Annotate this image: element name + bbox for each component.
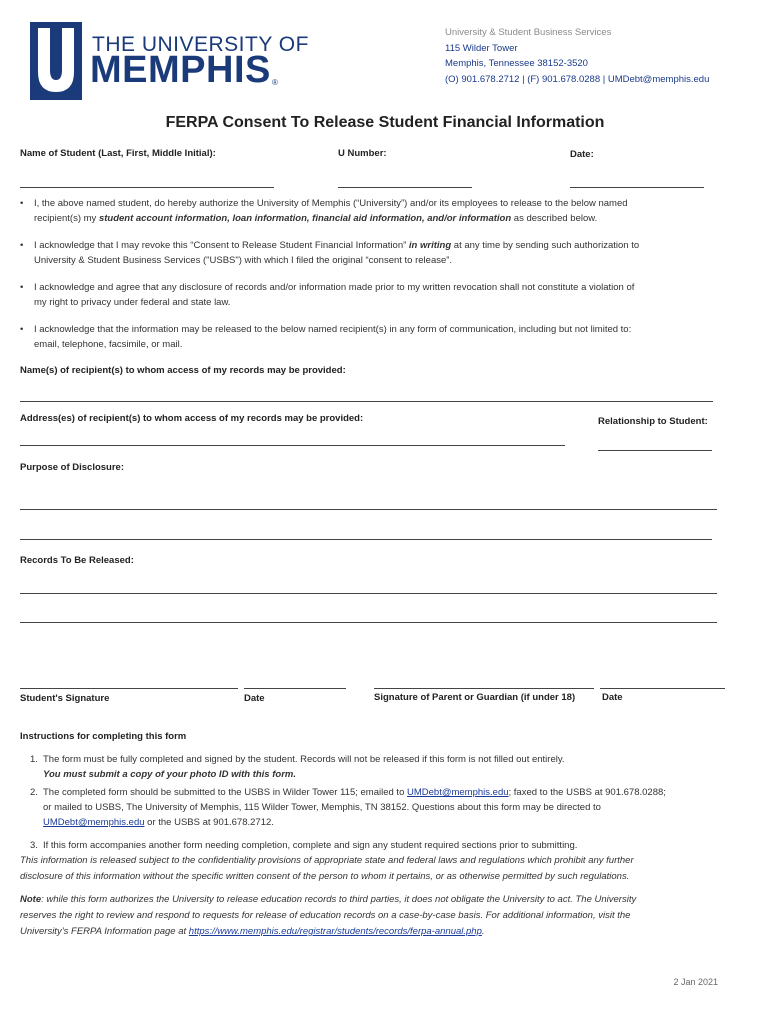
- logo-line1: THE UNIVERSITY OF: [92, 33, 309, 56]
- u-number-label: U Number:: [338, 148, 387, 159]
- student-name-label: Name of Student (Last, First, Middle Initial):: [20, 148, 216, 159]
- student-signature-field[interactable]: [20, 688, 238, 689]
- logo-line2: MEMPHIS: [90, 49, 271, 91]
- student-name-field[interactable]: [20, 187, 274, 188]
- email-link[interactable]: UMDebt@memphis.edu: [407, 787, 509, 798]
- email-link-2[interactable]: UMDebt@memphis.edu: [43, 817, 145, 828]
- instruction-2: 2. The completed form should be submitted to the USBS in Wilder Tower 115; emailed to UMDebt@memphis.edu; faxed to the USBS at 901.678.0288; or mailed to USBS, The University of Memphis, 115 Wilder Tower, Memphis, TN 38152. Questions about this form may be directed to UMDebt@memphis.edu or the USBS at 901.678.2712.: [30, 787, 666, 828]
- recipients-field[interactable]: [20, 401, 713, 402]
- purpose-field-1[interactable]: [20, 509, 717, 510]
- purpose-field-2[interactable]: [20, 539, 712, 540]
- records-label: Records To Be Released:: [20, 555, 134, 566]
- instruction-3: 3. If this form accompanies another form needing completion, complete and sign any student required sections prior to submitting.: [30, 840, 578, 851]
- phone-email-line: (O) 901.678.2712 | (F) 901.678.0288 | UMDebt@memphis.edu: [445, 73, 710, 85]
- parent-date-label: Date: [602, 692, 623, 703]
- u-number-field[interactable]: [338, 187, 472, 188]
- addresses-label: Address(es) of recipient(s) to whom access of my records may be provided:: [20, 413, 364, 424]
- date-label: Date:: [570, 149, 594, 160]
- student-signature-label: Student's Signature: [20, 693, 110, 704]
- confidentiality-text: This information is released subject to the confidentiality provisions of appropriate state and federal laws and regulations which prohibit any further disclosure of this information without the specific written consent of the person to whom it pertains, or as otherwise permitted by such regulations.: [20, 855, 634, 882]
- student-date-field[interactable]: [244, 688, 346, 689]
- logo-registered: ®: [272, 78, 278, 87]
- recipients-label: Name(s) of recipient(s) to whom access of my records may be provided:: [20, 365, 346, 376]
- instruction-1: 1. The form must be fully completed and signed by the student. Records will not be released if this form is not filled out entirely. You must submit a copy of your photo ID with this form.: [30, 754, 565, 780]
- ferpa-link[interactable]: https://www.memphis.edu/registrar/students/records/ferpa-annual.php: [188, 926, 482, 937]
- relationship-field[interactable]: [598, 450, 712, 451]
- university-logo-icon: [30, 22, 82, 100]
- relationship-label: Relationship to Student:: [598, 416, 708, 427]
- form-title: FERPA Consent To Release Student Financial Information: [165, 114, 605, 131]
- department-name: University & Student Business Services: [445, 27, 612, 38]
- instructions-heading: Instructions for completing this form: [20, 731, 187, 742]
- revision-date: 2 Jan 2021: [673, 977, 718, 987]
- contact-block: [445, 25, 709, 87]
- note-block: Note: while this form authorizes the University to release education records to third parties, it does not obligate the University to act. The University reserves the right to review and respond to requests for release of education records on a case-by-case basis. For additional information, visit the University’s FERPA Information page at https://www.memphis.edu/registrar/students/records/ferpa-annual.php.: [20, 894, 637, 937]
- records-field-1[interactable]: [20, 593, 717, 594]
- address-line1: 115 Wilder Tower: [445, 42, 518, 54]
- parent-signature-label: Signature of Parent or Guardian (if under 18): [374, 692, 576, 703]
- bullet-authorize: • I, the above named student, do hereby authorize the University of Memphis (“University”) and/or its employees to release to the below named recipient(s) my student account information, loan information, financial aid information, and/or information as described below.: [20, 198, 628, 224]
- purpose-label: Purpose of Disclosure:: [20, 462, 124, 473]
- addresses-field[interactable]: [20, 445, 565, 446]
- address-line2: Memphis, Tennessee 38152-3520: [445, 58, 588, 69]
- student-date-label: Date: [244, 693, 265, 704]
- date-field[interactable]: [570, 187, 704, 188]
- bullet-disclosure: • I acknowledge and agree that any disclosure of records and/or information made prior to my written revocation shall not constitute a violation of my right to privacy under federal and state law.: [20, 282, 635, 308]
- parent-date-field[interactable]: [600, 688, 725, 689]
- bullet-revoke: • I acknowledge that I may revoke this “Consent to Release Student Financial Information” in writing at any time by sending such authorization to University & Student Business Services ("USBS") with which I filed the original “consent to release”.: [20, 240, 640, 266]
- svg-text:of: of: [52, 66, 60, 77]
- parent-signature-field[interactable]: [374, 688, 594, 689]
- records-field-2[interactable]: [20, 622, 717, 623]
- bullet-communication: • I acknowledge that the information may be released to the below named recipient(s) in any form of communication, including but not limited to: email, telephone, facsimile, or mail.: [20, 324, 632, 350]
